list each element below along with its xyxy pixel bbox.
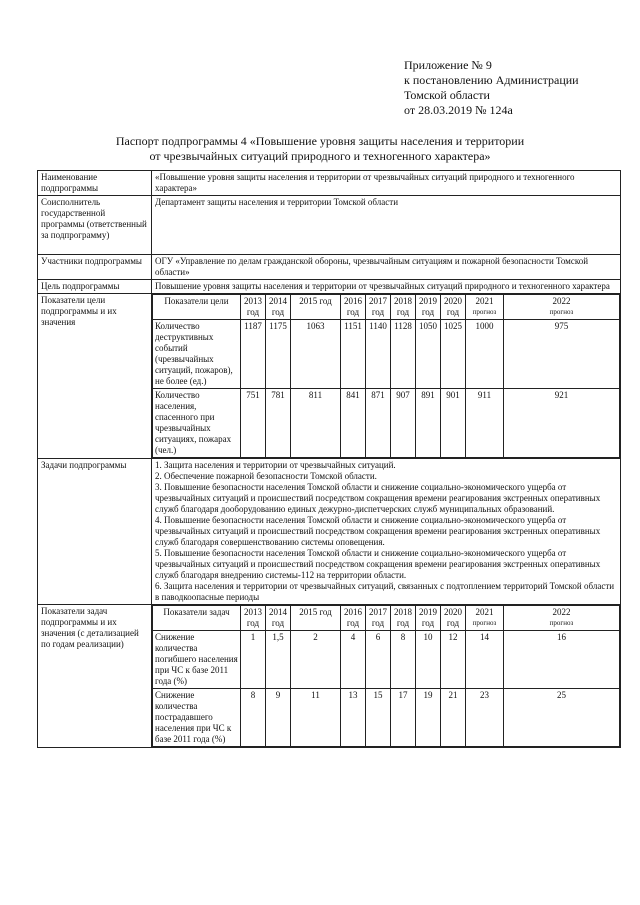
goal-indicator-row <box>153 320 620 389</box>
col-header: 2013 год <box>241 295 266 320</box>
value-cell: 23 <box>466 689 504 747</box>
value-cell: 4 <box>341 631 366 689</box>
value-cell: 25 <box>504 689 620 747</box>
annex-line: Томской области <box>404 88 490 102</box>
annex-line: Приложение № 9 <box>404 58 492 72</box>
goal-indicators-table <box>152 294 620 458</box>
col-header <box>466 606 504 631</box>
forecast-label: прогноз <box>472 308 497 316</box>
col-header: 2017 год <box>366 606 391 631</box>
value-cell: 11 <box>291 689 341 747</box>
col-header: 2016 год <box>341 295 366 320</box>
value-cell: 841 <box>341 389 366 458</box>
col-header: 2014 год <box>266 295 291 320</box>
value-cell: 17 <box>391 689 416 747</box>
row-value: ОГУ «Управление по делам гражданской обороны, чрезвычайным ситуациям и пожарной безопасности Томской области» <box>152 255 621 280</box>
col-header: Показатели задач <box>153 606 241 631</box>
year-label: 2021 <box>475 607 494 617</box>
value-cell: 1 <box>241 631 266 689</box>
task-item: 1. Защита населения и территории от чрезвычайных ситуаций. <box>155 460 396 470</box>
col-header: 2016 год <box>341 606 366 631</box>
value-cell: 1151 <box>341 320 366 389</box>
col-header: 2020 год <box>441 606 466 631</box>
task-item: 4. Повышение безопасности населения Томской области и снижение социально-экономического ущерба от чрезвычайных ситуаций и происшествий посредством сокращения времени реагирования экстренных оперативных служб благодаря совершенствованию системы оповещения. <box>155 515 601 547</box>
year-label: 2022 <box>552 607 571 617</box>
annex-line: к постановлению Администрации <box>404 73 579 87</box>
col-header: 2019 год <box>416 606 441 631</box>
passport-table <box>37 170 621 748</box>
value-cell: 921 <box>504 389 620 458</box>
col-header: Показатели цели <box>153 295 241 320</box>
task-item: 6. Защита населения и территории от чрезвычайных ситуаций, связанных с подтоплением территорий Томской области в паводкоопасные периоды <box>155 581 615 602</box>
value-cell: 9 <box>266 689 291 747</box>
goal-indicator-row <box>153 389 620 458</box>
value-cell: 1187 <box>241 320 266 389</box>
row-value: Департамент защиты населения и территории Томской области <box>152 196 621 255</box>
value-cell: 15 <box>366 689 391 747</box>
col-header: 2015 год <box>291 295 341 320</box>
col-header: 2017 год <box>366 295 391 320</box>
row-label: Наименование подпрограммы <box>38 171 152 196</box>
col-header: 2018 год <box>391 295 416 320</box>
value-cell: 907 <box>391 389 416 458</box>
tasks-list <box>152 459 621 605</box>
indicator-name: Количество населения, спасенного при чрезвычайных ситуациях, пожарах (чел.) <box>153 389 241 458</box>
row-label: Задачи подпрограммы <box>38 459 152 605</box>
task-indicators-cell <box>152 605 621 748</box>
col-header <box>466 295 504 320</box>
value-cell: 19 <box>416 689 441 747</box>
row-label: Участники подпрограммы <box>38 255 152 280</box>
value-cell: 1000 <box>466 320 504 389</box>
task-indicator-row <box>153 689 620 747</box>
value-cell: 1140 <box>366 320 391 389</box>
value-cell: 751 <box>241 389 266 458</box>
value-cell: 13 <box>341 689 366 747</box>
year-label: 2022 <box>552 296 571 306</box>
row-value: «Повышение уровня защиты населения и территории от чрезвычайных ситуаций природного и техногенного характера» <box>152 171 621 196</box>
indicator-name: Снижение количества погибшего населения при ЧС к базе 2011 года (%) <box>153 631 241 689</box>
value-cell: 891 <box>416 389 441 458</box>
row-participants <box>38 255 621 280</box>
col-header: 2019 год <box>416 295 441 320</box>
row-label: Соисполнитель государственной программы (ответственный за подпрограмму) <box>38 196 152 255</box>
col-header: 2014 год <box>266 606 291 631</box>
value-cell: 871 <box>366 389 391 458</box>
value-cell: 21 <box>441 689 466 747</box>
value-cell: 781 <box>266 389 291 458</box>
value-cell: 6 <box>366 631 391 689</box>
col-header <box>504 295 620 320</box>
value-cell: 16 <box>504 631 620 689</box>
task-item: 2. Обеспечение пожарной безопасности Томской области. <box>155 471 377 481</box>
value-cell: 12 <box>441 631 466 689</box>
value-cell: 911 <box>466 389 504 458</box>
value-cell: 1175 <box>266 320 291 389</box>
document-title <box>40 134 600 164</box>
task-item: 3. Повышение безопасности населения Томской области и снижение социально-экономического ущерба от чрезвычайных ситуаций и происшествий посредством сокращения времени реагирования экстренных оперативных служб благодаря дооборудованию единых дежурно-диспетчерских служб муниципальных образований. <box>155 482 601 514</box>
task-indicator-row <box>153 631 620 689</box>
row-value: Повышение уровня защиты населения и территории от чрезвычайных ситуаций природного и техногенного характера <box>152 280 621 294</box>
value-cell: 8 <box>391 631 416 689</box>
task-indicators-table <box>152 605 620 747</box>
row-task-indicators <box>38 605 621 748</box>
annex-line: от 28.03.2019 № 124а <box>404 103 513 117</box>
forecast-label: прогноз <box>549 308 574 316</box>
row-goal <box>38 280 621 294</box>
col-header <box>504 606 620 631</box>
value-cell: 1050 <box>416 320 441 389</box>
title-line: Паспорт подпрограммы 4 «Повышение уровня защиты населения и территории <box>115 134 525 148</box>
value-cell: 975 <box>504 320 620 389</box>
col-header: 2013 год <box>241 606 266 631</box>
row-goal-indicators <box>38 294 621 459</box>
value-cell: 8 <box>241 689 266 747</box>
row-label: Показатели задач подпрограммы и их значения (с детализацией по годам реализации) <box>38 605 152 748</box>
value-cell: 901 <box>441 389 466 458</box>
indicator-name: Снижение количества пострадавшего населения при ЧС к базе 2011 года (%) <box>153 689 241 747</box>
value-cell: 2 <box>291 631 341 689</box>
value-cell: 10 <box>416 631 441 689</box>
row-name <box>38 171 621 196</box>
row-label: Цель подпрограммы <box>38 280 152 294</box>
value-cell: 1025 <box>441 320 466 389</box>
title-line: от чрезвычайных ситуаций природного и техногенного характера» <box>149 149 491 163</box>
task-item: 5. Повышение безопасности населения Томской области и снижение социально-экономического ущерба от чрезвычайных ситуаций и происшествий посредством сокращения времени реагирования экстренных оперативных служб благодаря внедрению системы-112 на территории области. <box>155 548 601 580</box>
col-header: 2015 год <box>291 606 341 631</box>
value-cell: 14 <box>466 631 504 689</box>
forecast-label: прогноз <box>549 619 574 627</box>
year-label: 2021 <box>475 296 494 306</box>
row-coexecutor <box>38 196 621 255</box>
row-label: Показатели цели подпрограммы и их значения <box>38 294 152 459</box>
value-cell: 811 <box>291 389 341 458</box>
goal-indicators-cell <box>152 294 621 459</box>
col-header: 2018 год <box>391 606 416 631</box>
goal-header-row <box>153 295 620 320</box>
task-header-row <box>153 606 620 631</box>
value-cell: 1063 <box>291 320 341 389</box>
value-cell: 1,5 <box>266 631 291 689</box>
row-tasks <box>38 459 621 605</box>
forecast-label: прогноз <box>472 619 497 627</box>
indicator-name: Количество деструктивных событий (чрезвычайных ситуаций, пожаров), не более (ед.) <box>153 320 241 389</box>
annex-block <box>404 58 579 118</box>
value-cell: 1128 <box>391 320 416 389</box>
col-header: 2020 год <box>441 295 466 320</box>
